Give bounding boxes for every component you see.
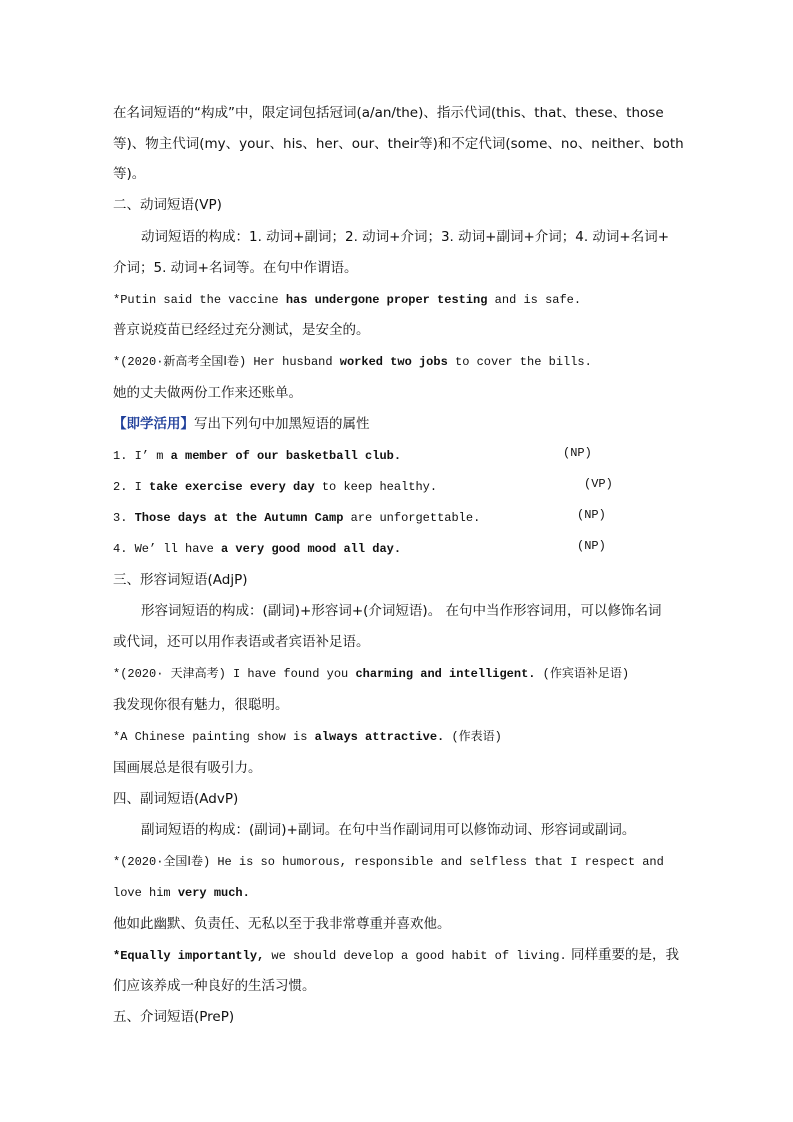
bold-phrase: a member of our basketball club. [170,449,402,463]
advp-example-1-line-2 [113,883,250,903]
advp-description: 副词短语的构成：(副词)+副词。在句中当作副词用可以修饰动词、形容词或副词。 [141,822,636,838]
adjp-example-1 [113,664,629,684]
advp-heading: 四、副词短语(AdvP) [113,791,239,807]
example-text: love him [113,886,178,900]
adjp-description-line-1: 形容词短语的构成：(副词)+形容词+(介词短语)。 在句中当作形容词用，可以修饰名词 [141,603,662,619]
bold-phrase: always attractive. [314,730,445,744]
bold-phrase: *Equally importantly, [113,949,265,963]
example-text: *Putin said the vaccine [113,293,286,307]
adjp-example-2-translation: 国画展总是很有吸引力。 [113,760,262,776]
practice-item-1 [113,446,401,466]
vp-example-2-translation: 她的丈夫做两份工作来还账单。 [113,385,302,401]
practice-item-4 [113,539,401,559]
adjp-example-2 [113,727,502,747]
vp-example-2 [113,352,592,372]
example-text: *A Chinese painting show is [113,730,315,744]
practice-tag: 【即学活用】 [113,416,194,432]
advp-example-2 [113,945,679,966]
practice-instruction [113,414,370,434]
advp-example-2-translation: 们应该养成一种良好的生活习惯。 [113,978,316,994]
bold-phrase: Those days at the Autumn Camp [134,511,344,525]
vp-description-line-1: 动词短语的构成：1. 动词+副词；2. 动词+介词；3. 动词+副词+介词；4. 动词+名词+ [141,229,670,245]
bold-phrase: charming and intelligent. [355,667,536,681]
example-text: and is safe. [487,293,582,307]
bold-phrase: a very good mood all day. [221,542,402,556]
item-text: 4. We’ ll have [113,542,222,556]
example-text: *(2020·新高考全国Ⅰ卷) Her husband [113,355,340,369]
vp-example-1 [113,290,581,310]
bold-phrase: worked two jobs [339,355,448,369]
practice-instruction-text: 写出下列句中加黑短语的属性 [194,416,370,432]
practice-item-3 [113,508,480,528]
bold-phrase: has undergone proper testing [285,293,488,307]
item-text: 2. I [113,480,150,494]
adjp-example-1-translation: 我发现你很有魅力，很聪明。 [113,697,289,713]
adjp-description-line-2: 或代词，还可以用作表语或者宾语补足语。 [113,634,370,650]
advp-example-1-line-1: *(2020·全国Ⅰ卷) He is so humorous, responsible and selfless that I respect and [113,855,664,869]
practice-answer-4: (NP) [577,539,606,553]
advp-example-1-translation: 他如此幽默、负责任、无私以至于我非常尊重并喜欢他。 [113,916,451,932]
np-determiner-line-2: 等)、物主代词(my、your、his、her、our、their等)和不定代词(some、no、neither、both [113,136,684,152]
example-text: (作表语) [444,730,502,744]
practice-answer-3: (NP) [577,508,606,522]
example-text: we should develop a good habit of living. [264,949,567,963]
practice-answer-2: (VP) [584,477,613,491]
example-text: (作宾语补足语) [535,667,630,681]
vp-example-1-translation: 普京说疫苗已经经过充分测试，是安全的。 [113,322,370,338]
item-text: are unforgettable. [343,511,481,525]
example-text: *(2020· 天津高考) I have found you [113,667,356,681]
item-text: to keep healthy. [314,480,438,494]
bold-phrase: take exercise every day [149,480,315,494]
np-determiner-line-1: 在名词短语的“构成”中，限定词包括冠词(a/an/the)、指示代词(this、that、these、those [113,105,664,121]
practice-answer-1: (NP) [563,446,592,460]
example-text: to cover the bills. [447,355,592,369]
vp-heading: 二、动词短语(VP) [113,197,222,213]
bold-phrase: very much. [177,886,250,900]
prep-heading: 五、介词短语(PreP) [113,1009,235,1025]
np-determiner-line-3: 等)。 [113,166,146,182]
adjp-heading: 三、形容词短语(AdjP) [113,572,248,588]
item-text: 3. [113,511,135,525]
item-text: 1. I’ m [113,449,171,463]
example-translation: 同样重要的是，我 [566,947,679,963]
practice-item-2 [113,477,437,497]
vp-description-line-2: 介词；5. 动词+名词等。在句中作谓语。 [113,260,358,276]
